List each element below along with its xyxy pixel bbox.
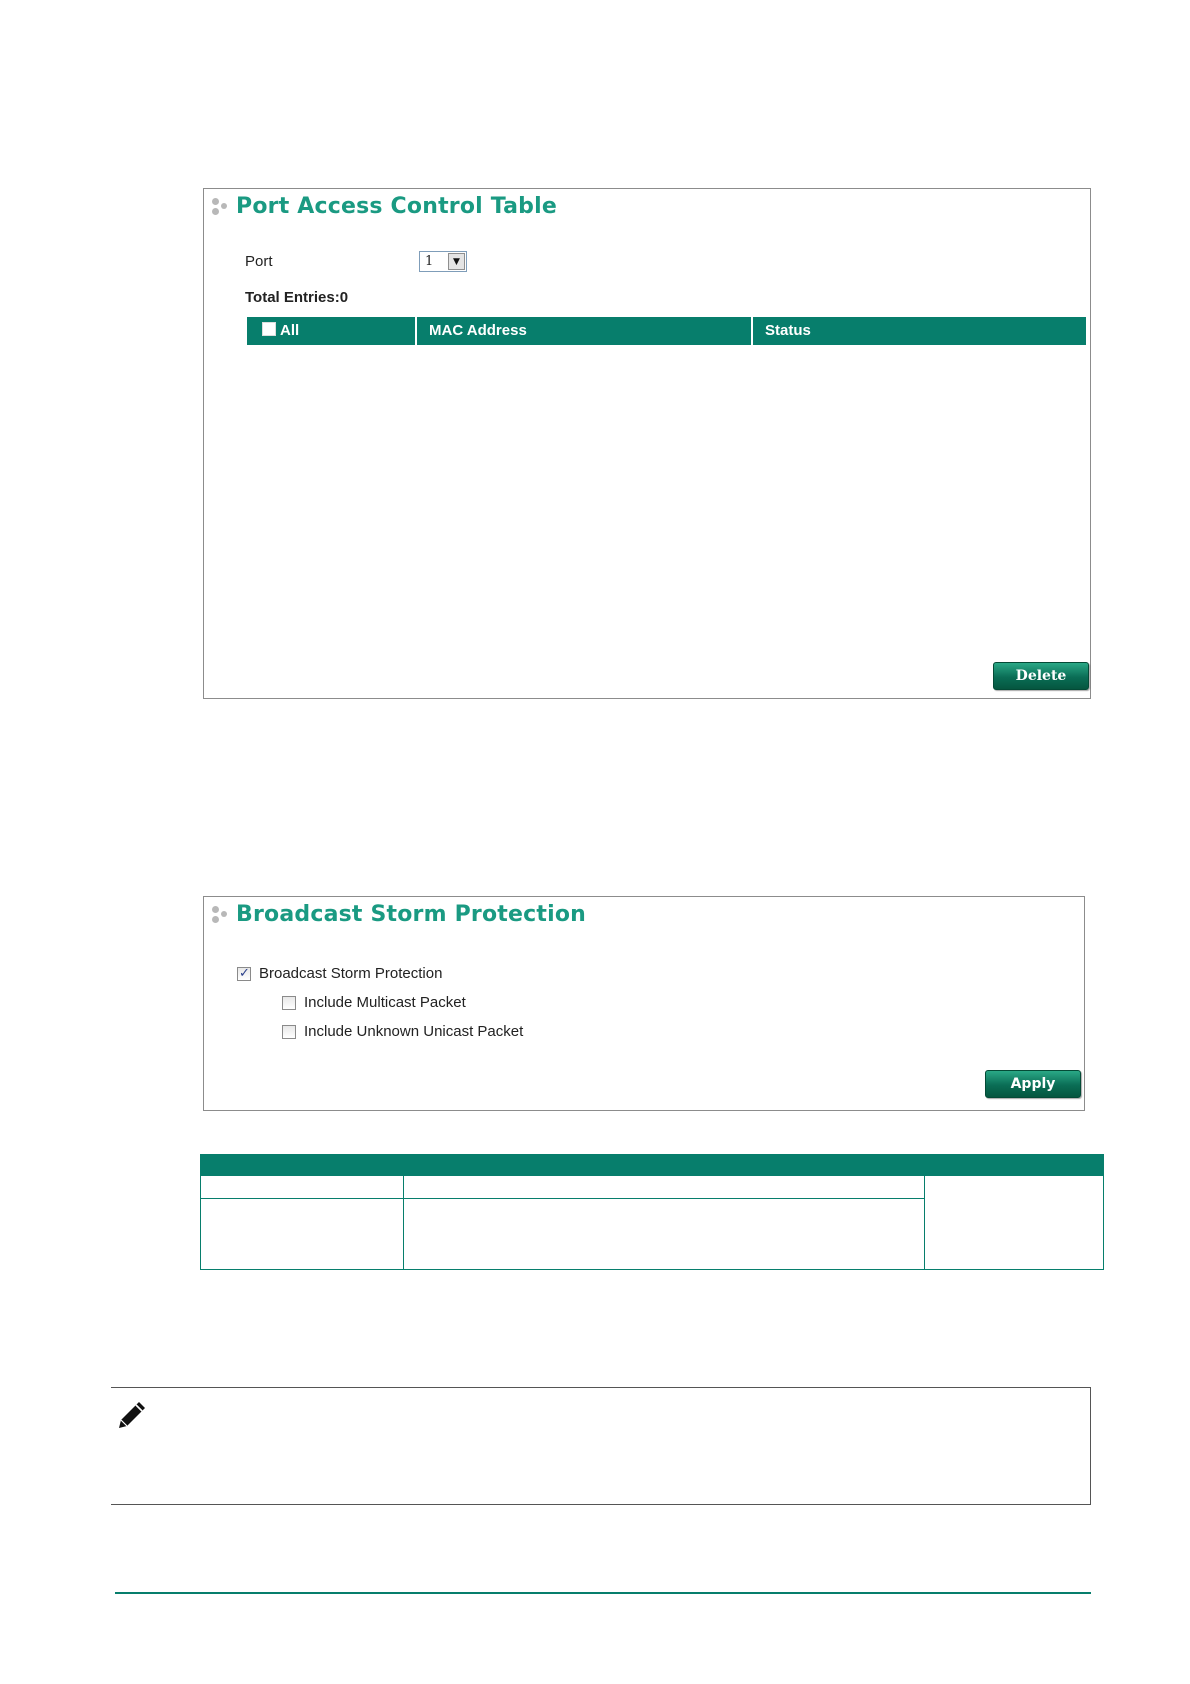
multicast-checkbox[interactable] — [282, 996, 296, 1010]
note-box — [111, 1387, 1091, 1505]
unknown-unicast-checkbox[interactable] — [282, 1025, 296, 1039]
panel-header — [212, 193, 557, 219]
table-cell — [201, 1176, 404, 1199]
port-select-value: 1 — [425, 254, 434, 269]
table-cell — [404, 1199, 925, 1270]
table-header — [247, 317, 1086, 345]
pencil-icon — [115, 1398, 149, 1432]
table-cell — [404, 1176, 925, 1199]
table-cell — [201, 1199, 404, 1270]
column-all-label: All — [280, 322, 300, 339]
broadcast-storm-label: Broadcast Storm Protection — [259, 965, 443, 982]
settings-table — [200, 1154, 1104, 1270]
column-all[interactable] — [247, 317, 415, 345]
panel-header — [212, 901, 586, 927]
total-entries: Total Entries:0 — [245, 289, 349, 306]
multicast-label: Include Multicast Packet — [304, 994, 466, 1011]
column-mac-label: MAC Address — [429, 322, 527, 339]
table-cell — [925, 1176, 1104, 1270]
chevron-down-icon[interactable]: ▼ — [448, 253, 465, 270]
panel-title: Broadcast Storm Protection — [236, 901, 586, 927]
table-header-row — [201, 1155, 1104, 1176]
select-all-checkbox[interactable] — [262, 322, 276, 336]
table-header-cell — [925, 1155, 1104, 1176]
unknown-unicast-label: Include Unknown Unicast Packet — [304, 1023, 524, 1040]
port-label: Port — [245, 253, 273, 270]
broadcast-storm-checkbox[interactable] — [237, 967, 251, 981]
column-status — [753, 317, 1086, 345]
broadcast-storm-panel — [203, 896, 1085, 1111]
three-dots-icon — [212, 901, 232, 927]
column-status-label: Status — [765, 322, 811, 339]
delete-button[interactable]: Delete — [993, 662, 1089, 690]
port-select[interactable] — [419, 251, 467, 272]
table-header-cell — [201, 1155, 404, 1176]
column-mac-address — [417, 317, 751, 345]
footer-divider — [115, 1592, 1091, 1594]
panel-title: Port Access Control Table — [236, 193, 557, 219]
table-header-cell — [404, 1155, 925, 1176]
apply-button[interactable]: Apply — [985, 1070, 1081, 1098]
three-dots-icon — [212, 193, 232, 219]
port-access-control-panel — [203, 188, 1091, 699]
table-row — [201, 1176, 1104, 1199]
